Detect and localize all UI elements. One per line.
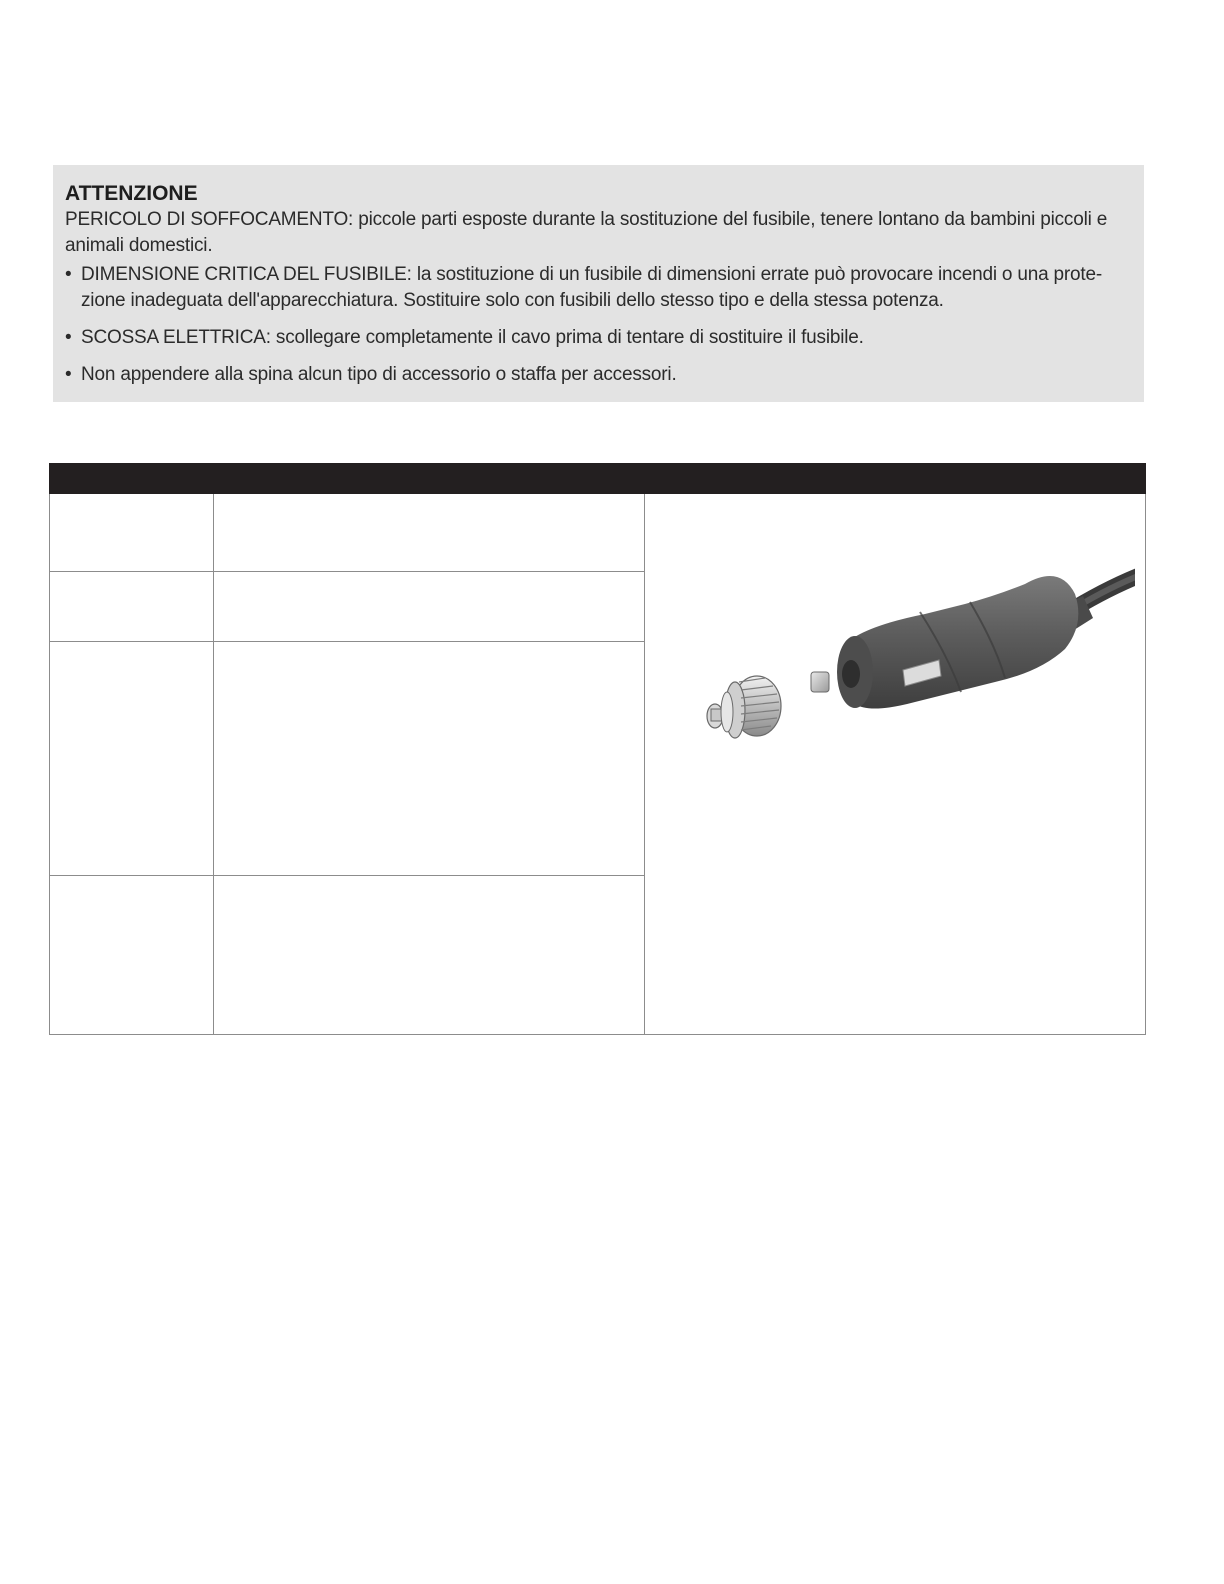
warning-item (65, 262, 1132, 314)
cigarette-lighter-plug-icon (665, 554, 1135, 784)
table-row-content (214, 494, 644, 571)
bullet-icon: • (65, 327, 72, 348)
table-body (49, 494, 1146, 1035)
table-header (49, 463, 1146, 494)
table-row-label (50, 642, 213, 875)
warning-title: ATTENZIONE (65, 182, 198, 205)
table-row-content (214, 572, 644, 641)
bullet-icon: • (65, 364, 72, 385)
warning-item-text: DIMENSIONE CRITICA DEL FUSIBILE: la sostituzione di un fusibile di dimensioni errate può provocare incendi o una prote-zione inadeguata dell'apparecchiatura. Sostituire solo con fusibili dello stesso tipo e della stessa potenza. (81, 264, 1102, 311)
warning-list (65, 262, 1132, 388)
warning-box (53, 165, 1144, 402)
table-row-content (214, 876, 644, 1034)
table-row-label (50, 494, 213, 571)
table-row-label (50, 572, 213, 641)
warning-item (65, 325, 1132, 351)
table-row-label (50, 876, 213, 1034)
warning-item-text: Non appendere alla spina alcun tipo di accessorio o staffa per accessori. (81, 364, 677, 385)
illustration-cell (645, 494, 1145, 1034)
table-row-content (214, 642, 644, 875)
warning-item (65, 362, 1132, 388)
bullet-icon: • (65, 264, 72, 285)
spec-table (49, 463, 1146, 1035)
warning-item-text: SCOSSA ELETTRICA: scollegare completamente il cavo prima di tentare di sostituire il fusibile. (81, 327, 864, 348)
warning-intro: PERICOLO DI SOFFOCAMENTO: piccole parti esposte durante la sostituzione del fusibile, tenere lontano da bambini piccoli e animali domestici. (65, 209, 1108, 256)
